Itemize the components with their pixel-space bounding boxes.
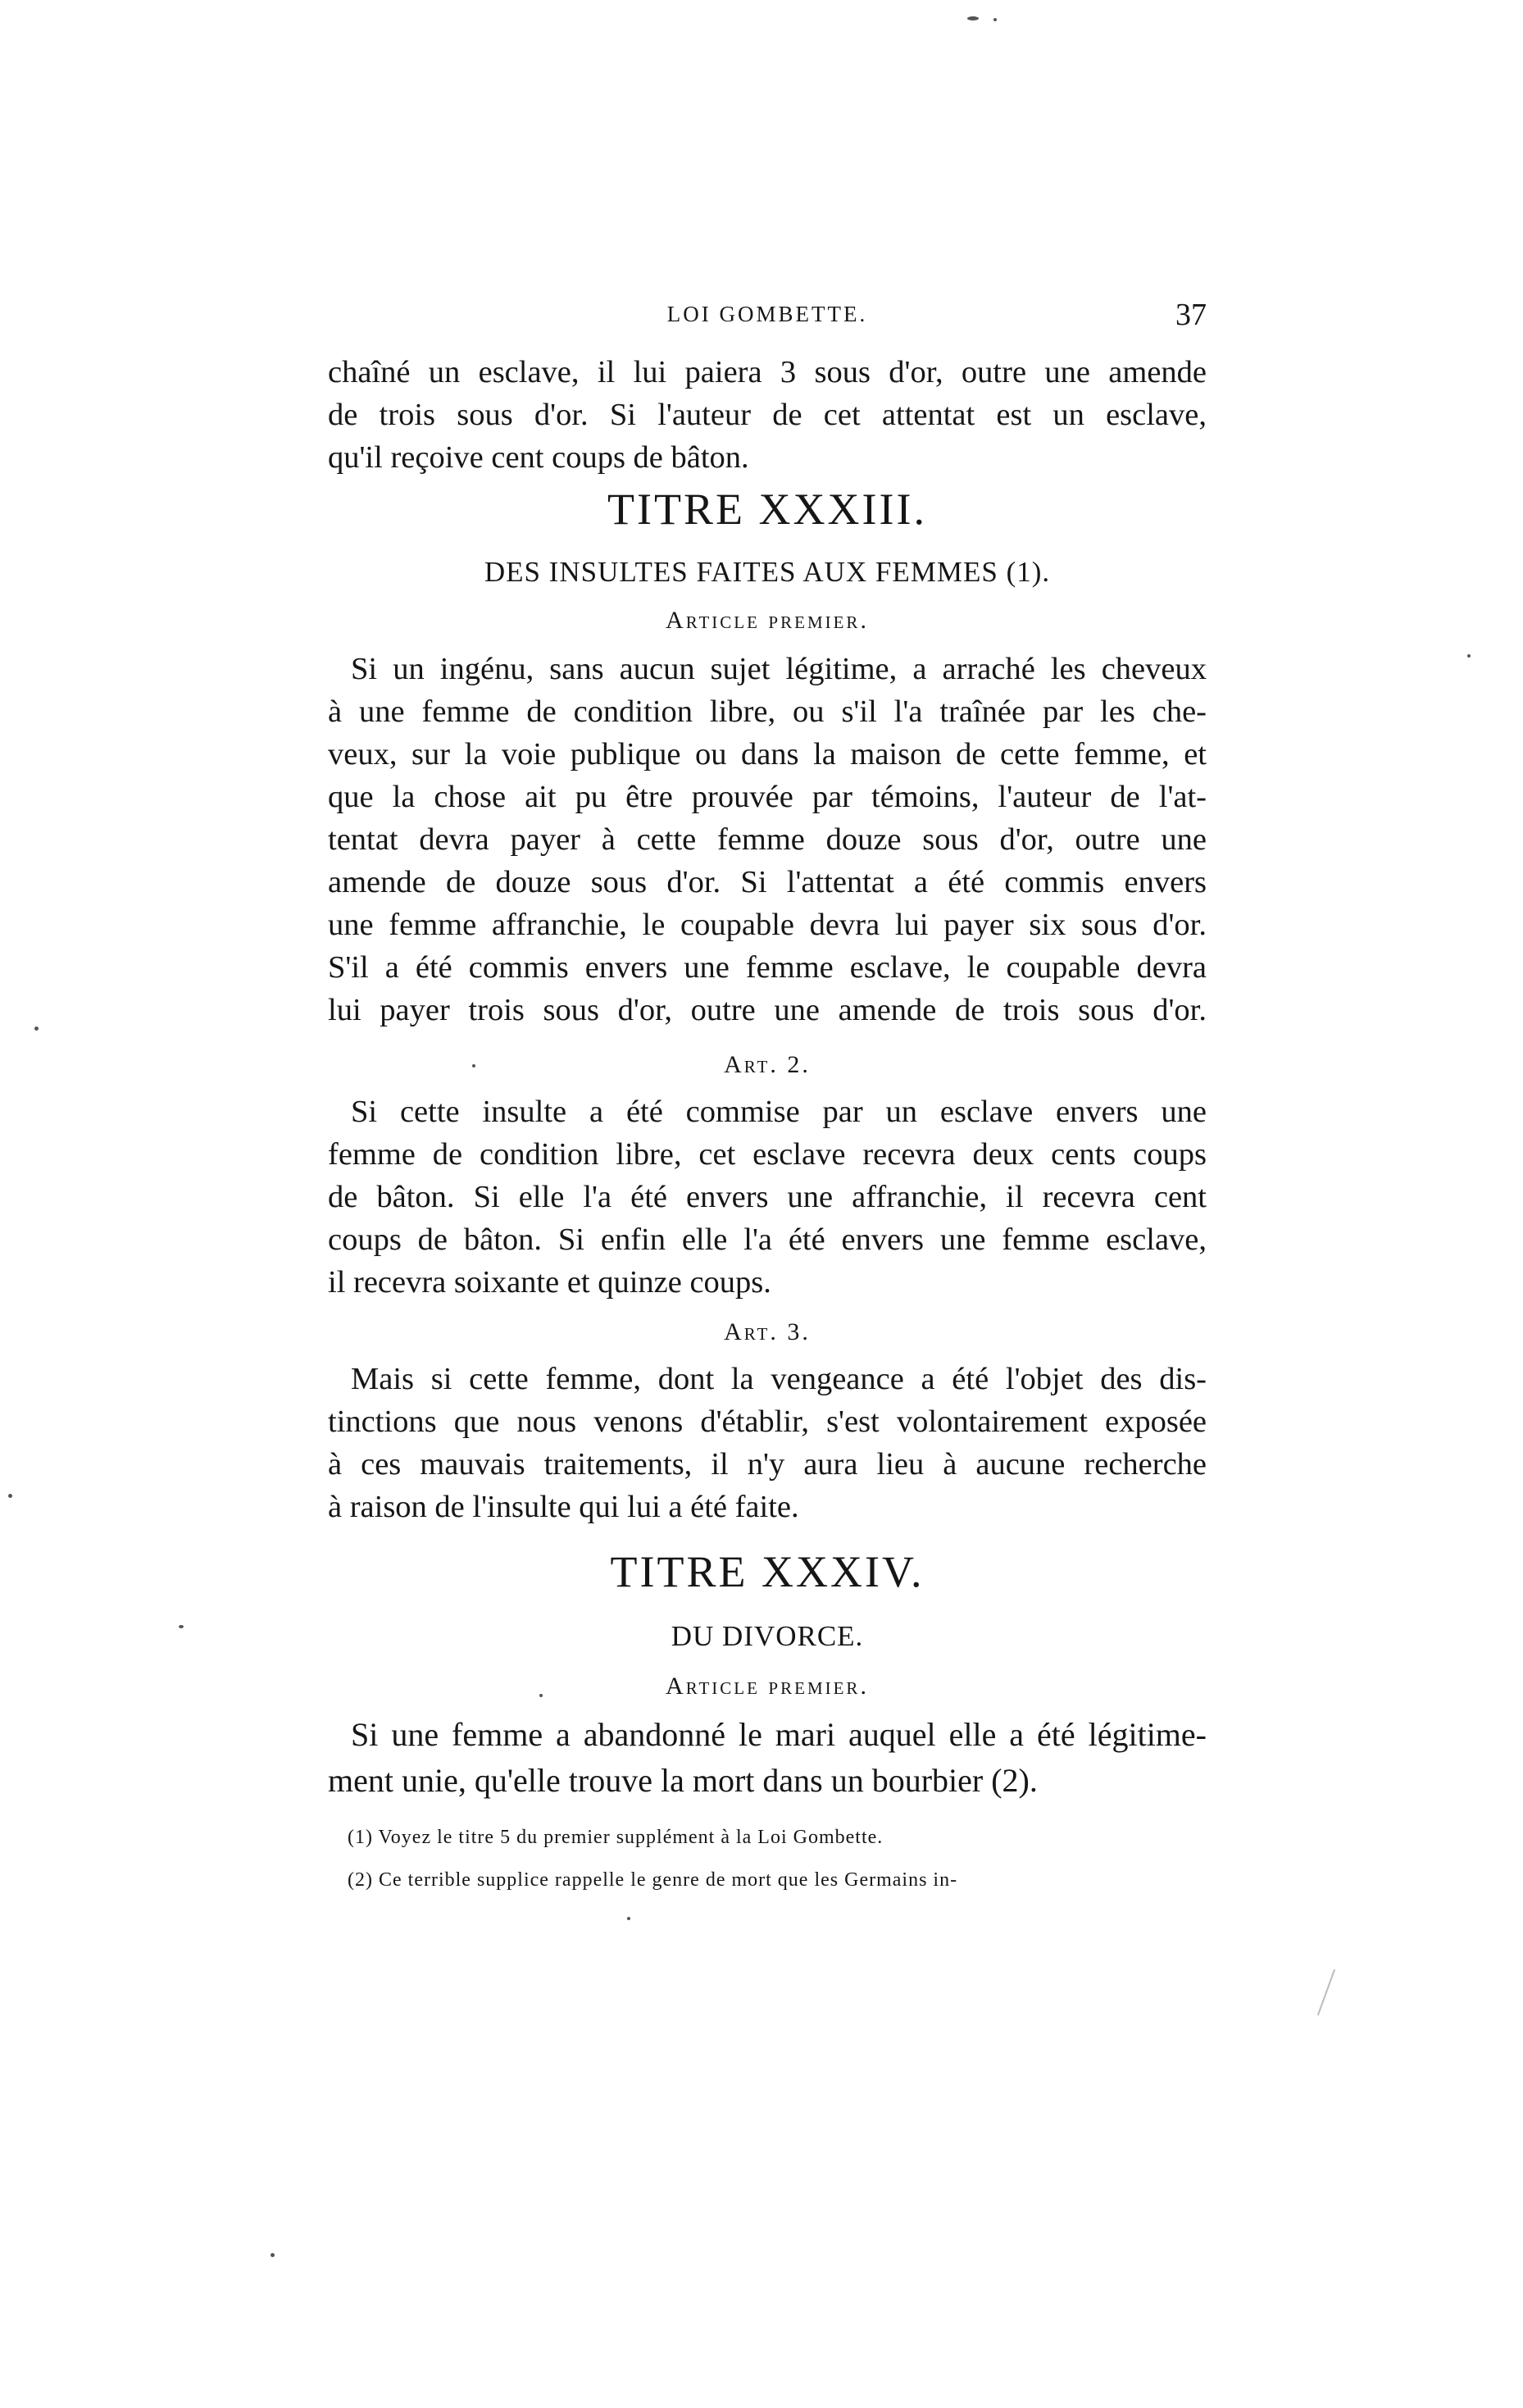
titre-34-subheading: DU DIVORCE.: [671, 1620, 864, 1652]
titre-33-article-2-label: Art. 2.: [724, 1051, 811, 1078]
titre-33-art-2-line-3: de bâton. Si elle l'a été envers une affranchie, il recevra cent: [328, 1180, 1207, 1214]
titre-33-art-1-line-4: que la chose ait pu être prouvée par témoins, l'auteur de l'at-: [328, 780, 1207, 814]
titre-33-art-3-line-1: Mais si cette femme, dont la vengeance a été l'objet des dis-: [351, 1362, 1207, 1396]
scan-speck: [1467, 654, 1471, 658]
titre-33-article-3-label: Art. 3.: [724, 1318, 811, 1345]
titre-33-subheading: DES INSULTES FAITES AUX FEMMES (1).: [484, 556, 1051, 588]
titre-33-art-2-line-5: il recevra soixante et quinze coups.: [328, 1265, 771, 1300]
scan-speck: [271, 2253, 275, 2257]
scan-speck: [472, 1064, 475, 1067]
titre-33-art-1-line-1: Si un ingénu, sans aucun sujet légitime, a arraché les cheveux: [351, 652, 1207, 686]
titre-33-art-1-line-8: S'il a été commis envers une femme esclave, le coupable devra: [328, 950, 1207, 985]
titre-34-art-1-line-1: Si une femme a abandonné le mari auquel elle a été légitime-: [351, 1716, 1207, 1753]
titre-34-heading: TITRE XXXIV.: [610, 1547, 925, 1596]
titre-33-art-2-line-4: coups de bâton. Si enfin elle l'a été envers une femme esclave,: [328, 1222, 1207, 1257]
titre-33-art-3-line-2: tinctions que nous venons d'établir, s'est volontairement exposée: [328, 1404, 1207, 1439]
titre-33-art-2-line-2: femme de condition libre, cet esclave recevra deux cents coups: [328, 1137, 1207, 1172]
titre-33-art-1-line-2: à une femme de condition libre, ou s'il l'a traînée par les che-: [328, 694, 1207, 729]
titre-34-article-1-label: Article premier.: [666, 1673, 869, 1700]
footnote-2: (2) Ce terrible supplice rappelle le genre de mort que les Germains in-: [348, 1869, 958, 1891]
scan-speck: [8, 1494, 12, 1498]
scan-speck: [34, 1026, 39, 1031]
titre-33-art-1-line-5: tentat devra payer à cette femme douze sous d'or, outre une: [328, 822, 1207, 857]
titre-33-art-1-line-6: amende de douze sous d'or. Si l'attentat a été commis envers: [328, 865, 1207, 899]
titre-33-art-1-line-9: lui payer trois sous d'or, outre une amende de trois sous d'or.: [328, 993, 1207, 1027]
continuation-line-1: chaîné un esclave, il lui paiera 3 sous d'or, outre une amende: [328, 355, 1207, 389]
footnote-1: (1) Voyez le titre 5 du premier supplément à la Loi Gombette.: [348, 1827, 884, 1848]
titre-33-art-3-line-3: à ces mauvais traitements, il n'y aura lieu à aucune recherche: [328, 1447, 1207, 1482]
page-number: 37: [1175, 298, 1207, 332]
titre-33-heading: TITRE XXXIII.: [607, 485, 927, 534]
scan-speck: [967, 16, 979, 20]
titre-33-art-1-line-7: une femme affranchie, le coupable devra lui payer six sous d'or.: [328, 908, 1207, 942]
titre-33-article-1-label: Article premier.: [666, 607, 869, 634]
running-head: [328, 298, 1207, 338]
scan-speck: [627, 1917, 630, 1920]
titre-33-art-1-line-3: veux, sur la voie publique ou dans la maison de cette femme, et: [328, 737, 1207, 772]
running-title: LOI GOMBETTE.: [666, 302, 868, 326]
titre-34-art-1-line-2: ment unie, qu'elle trouve la mort dans un bourbier (2).: [328, 1762, 1038, 1799]
titre-33-art-2-line-1: Si cette insulte a été commise par un esclave envers une: [351, 1095, 1207, 1129]
continuation-line-3: qu'il reçoive cent coups de bâton.: [328, 440, 749, 475]
titre-33-art-3-line-4: à raison de l'insulte qui lui a été faite.: [328, 1490, 799, 1524]
continuation-line-2: de trois sous d'or. Si l'auteur de cet attentat est un esclave,: [328, 398, 1207, 432]
scan-speck: [539, 1694, 543, 1697]
scan-speck: [993, 18, 997, 21]
scan-mark: [1317, 1969, 1335, 2015]
scan-speck: [179, 1625, 184, 1628]
